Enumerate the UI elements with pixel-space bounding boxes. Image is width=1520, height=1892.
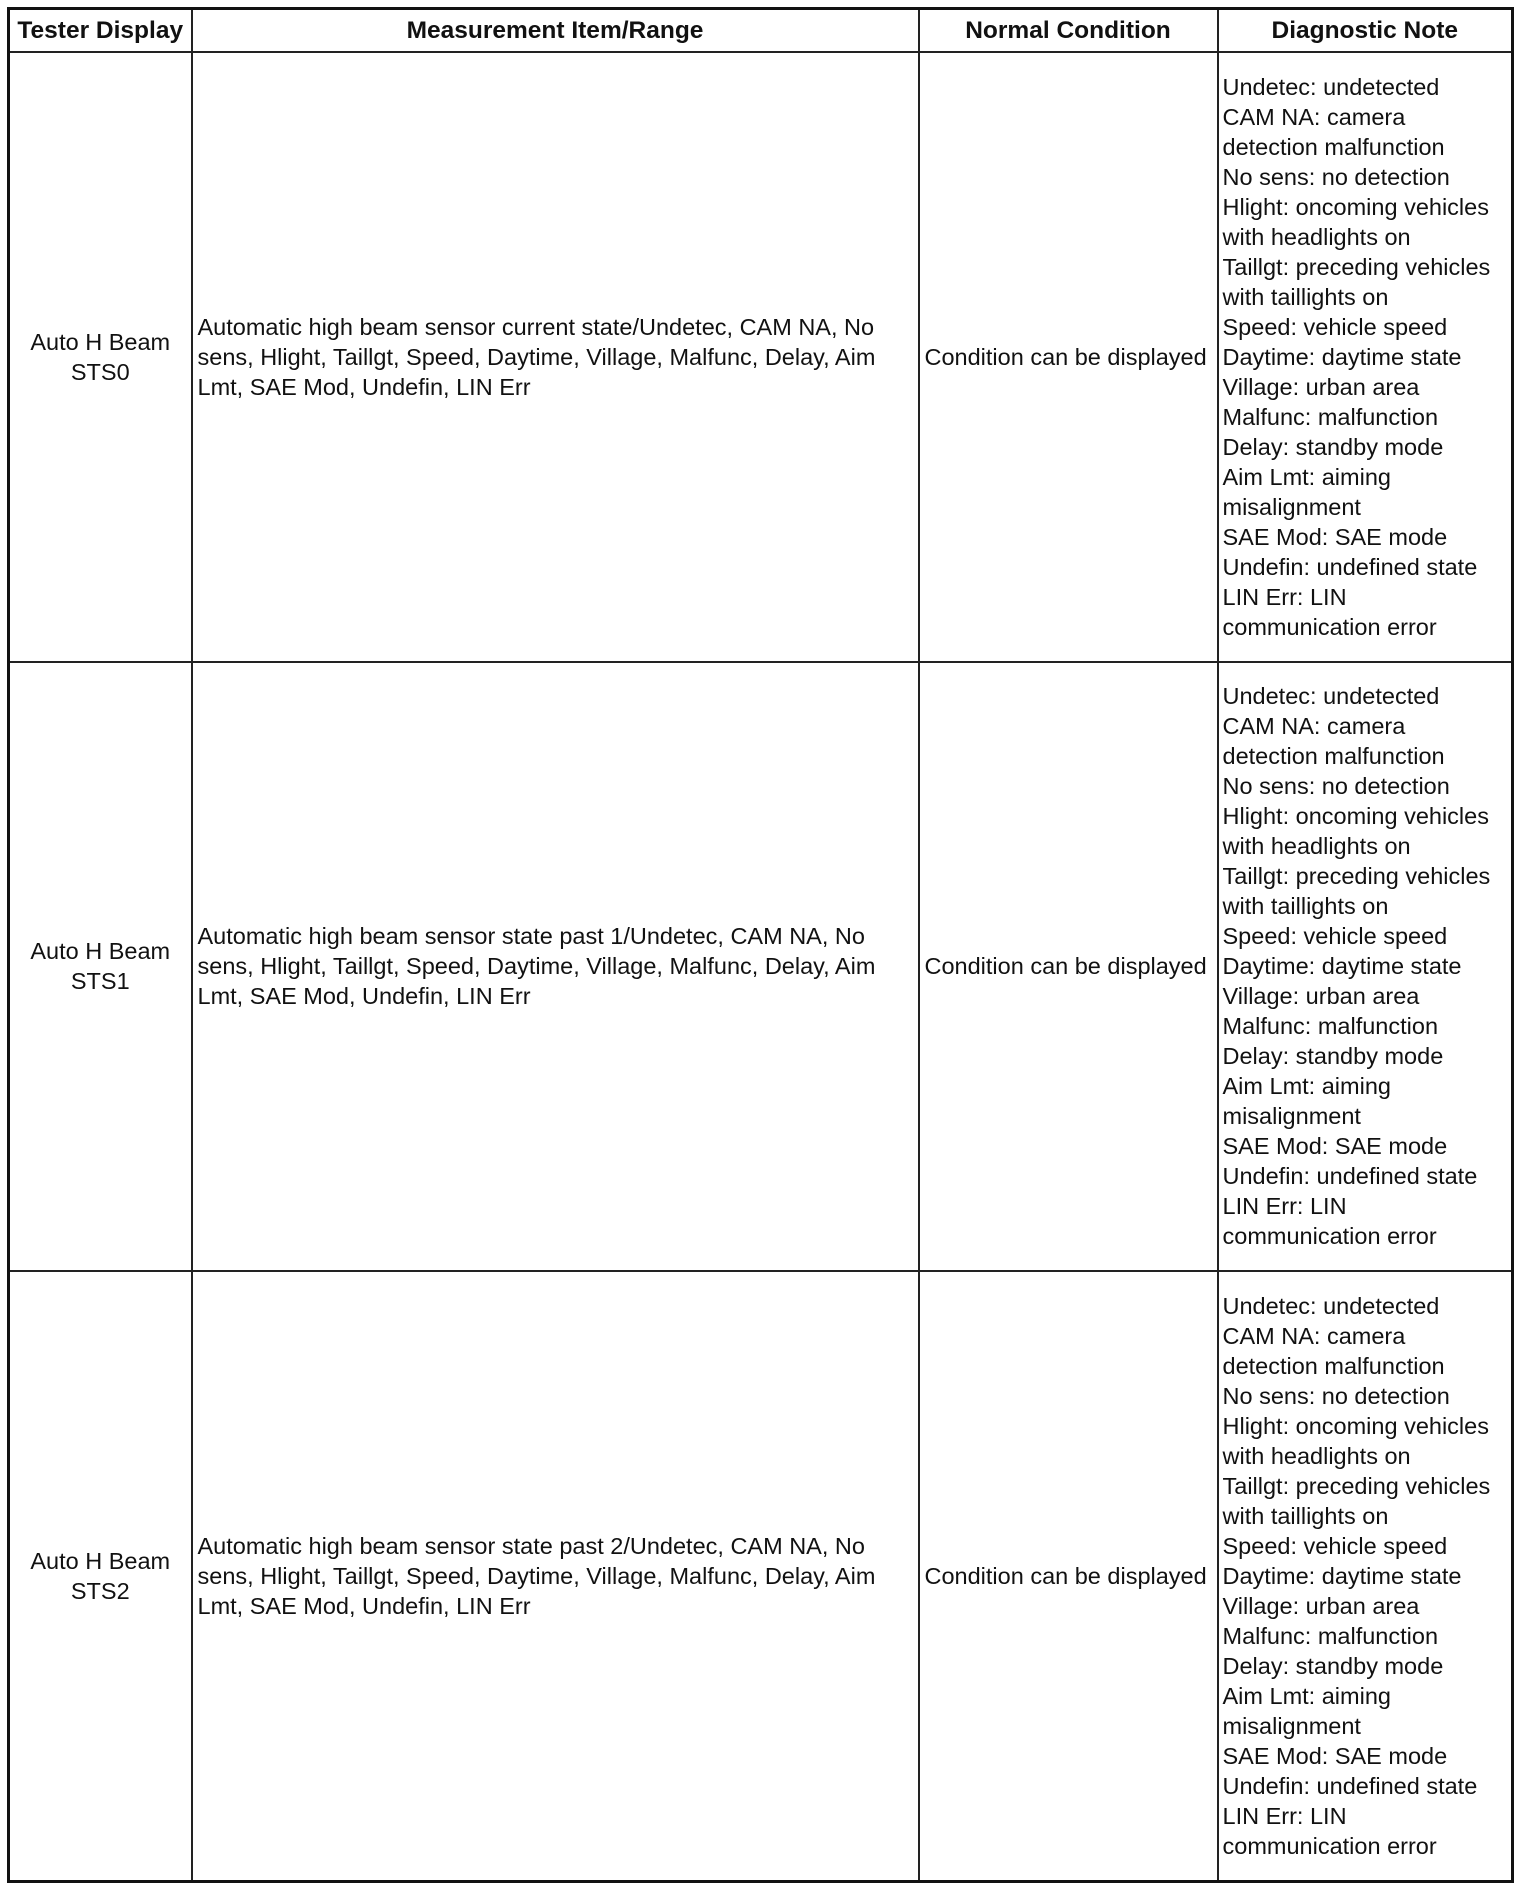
diagnostic-note-line: CAM NA: camera detection malfunction	[1222, 713, 1445, 770]
normal-condition-cell: Condition can be displayed	[919, 1271, 1218, 1881]
measurement-cell: Automatic high beam sensor state past 2/Undetec, CAM NA, No sens, Hlight, Taillgt, Speed, Daytime, Village, Malfunc, Delay, Aim Lmt, SAE Mod, Undefin, LIN Err	[192, 1271, 919, 1881]
diagnostic-note-line: Malfunc: malfunction	[1222, 1623, 1439, 1650]
normal-condition-cell: Condition can be displayed	[919, 52, 1218, 662]
header-normal-condition: Normal Condition	[919, 9, 1218, 53]
header-row	[9, 9, 1513, 53]
tester-display-line1: Auto H Beam	[30, 328, 171, 355]
diagnostic-note-cell	[1218, 1271, 1513, 1881]
diagnostic-note-line: Undefin: undefined state	[1222, 553, 1478, 580]
diagnostic-note-line: LIN Err: LIN communication error	[1222, 583, 1437, 640]
diagnostic-note-line: LIN Err: LIN communication error	[1222, 1803, 1437, 1860]
tester-display-line2: STS1	[70, 968, 130, 995]
diagnostic-note-line: Undetec: undetected	[1222, 1293, 1440, 1320]
diagnostic-note-line: Hlight: oncoming vehicles with headlights on	[1222, 803, 1489, 860]
diagnostic-note-line: SAE Mod: SAE mode	[1222, 1133, 1448, 1160]
diagnostic-note-line: Speed: vehicle speed	[1222, 1533, 1448, 1560]
table-row	[9, 52, 1513, 662]
diagnostic-note-line: Aim Lmt: aiming misalignment	[1222, 463, 1391, 520]
diagnostic-note-line: Delay: standby mode	[1222, 1653, 1444, 1680]
diagnostic-note-cell	[1218, 52, 1513, 662]
diagnostic-note-line: Aim Lmt: aiming misalignment	[1222, 1683, 1391, 1740]
diagnostic-note-line: No sens: no detection	[1222, 773, 1450, 800]
diagnostic-note-line: Undetec: undetected	[1222, 73, 1440, 100]
diagnostic-table	[7, 7, 1514, 1883]
diagnostic-note-line: Delay: standby mode	[1222, 433, 1444, 460]
diagnostic-note-line: Daytime: daytime state	[1222, 1563, 1462, 1590]
diagnostic-note-line: Daytime: daytime state	[1222, 343, 1462, 370]
diagnostic-note-line: Taillgt: preceding vehicles with taillights on	[1222, 253, 1491, 310]
diagnostic-note-line: Delay: standby mode	[1222, 1043, 1444, 1070]
normal-condition-cell: Condition can be displayed	[919, 662, 1218, 1272]
diagnostic-note-cell	[1218, 662, 1513, 1272]
tester-display-cell	[9, 662, 192, 1272]
diagnostic-note-line: SAE Mod: SAE mode	[1222, 523, 1448, 550]
diagnostic-note-line: Speed: vehicle speed	[1222, 313, 1448, 340]
tester-display-cell	[9, 52, 192, 662]
diagnostic-note-line: Undefin: undefined state	[1222, 1163, 1478, 1190]
tester-display-line2: STS0	[70, 358, 130, 385]
diagnostic-note-line: Hlight: oncoming vehicles with headlights on	[1222, 1413, 1489, 1470]
tester-display-line1: Auto H Beam	[30, 1548, 171, 1575]
diagnostic-note-line: Malfunc: malfunction	[1222, 1013, 1439, 1040]
diagnostic-note-line: CAM NA: camera detection malfunction	[1222, 1323, 1445, 1380]
header-diagnostic-note: Diagnostic Note	[1218, 9, 1513, 53]
header-tester-display: Tester Display	[9, 9, 192, 53]
diagnostic-note-line: No sens: no detection	[1222, 1383, 1450, 1410]
diagnostic-note-line: Taillgt: preceding vehicles with taillights on	[1222, 863, 1491, 920]
diagnostic-note-line: Village: urban area	[1222, 1593, 1420, 1620]
diagnostic-note-line: Undetec: undetected	[1222, 683, 1440, 710]
diagnostic-note-line: No sens: no detection	[1222, 163, 1450, 190]
measurement-cell: Automatic high beam sensor state past 1/Undetec, CAM NA, No sens, Hlight, Taillgt, Speed, Daytime, Village, Malfunc, Delay, Aim Lmt, SAE Mod, Undefin, LIN Err	[192, 662, 919, 1272]
diagnostic-note-line: Malfunc: malfunction	[1222, 403, 1439, 430]
table-row	[9, 1271, 1513, 1881]
diagnostic-note-line: LIN Err: LIN communication error	[1222, 1193, 1437, 1250]
diagnostic-note-line: Taillgt: preceding vehicles with taillights on	[1222, 1473, 1491, 1530]
tester-display-cell	[9, 1271, 192, 1881]
tester-display-line1: Auto H Beam	[30, 938, 171, 965]
diagnostic-note-line: Hlight: oncoming vehicles with headlights on	[1222, 193, 1489, 250]
diagnostic-note-line: Undefin: undefined state	[1222, 1773, 1478, 1800]
measurement-cell: Automatic high beam sensor current state/Undetec, CAM NA, No sens, Hlight, Taillgt, Speed, Daytime, Village, Malfunc, Delay, Aim Lmt, SAE Mod, Undefin, LIN Err	[192, 52, 919, 662]
tester-display-line2: STS2	[70, 1578, 130, 1605]
table-row	[9, 662, 1513, 1272]
header-measurement-item: Measurement Item/Range	[192, 9, 919, 53]
diagnostic-note-line: Speed: vehicle speed	[1222, 923, 1448, 950]
diagnostic-note-line: Village: urban area	[1222, 983, 1420, 1010]
diagnostic-note-line: CAM NA: camera detection malfunction	[1222, 103, 1445, 160]
diagnostic-note-line: Aim Lmt: aiming misalignment	[1222, 1073, 1391, 1130]
diagnostic-note-line: SAE Mod: SAE mode	[1222, 1743, 1448, 1770]
diagnostic-note-line: Village: urban area	[1222, 373, 1420, 400]
diagnostic-note-line: Daytime: daytime state	[1222, 953, 1462, 980]
